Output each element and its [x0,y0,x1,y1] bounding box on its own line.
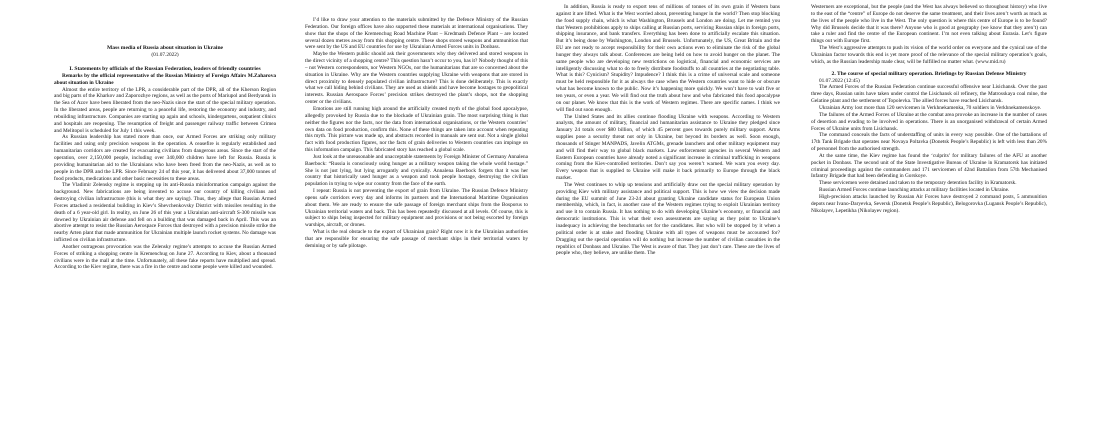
section-2-date: 01.07.2022 (12:45) [819,77,860,84]
paragraph: I repeat: Russia is not preventing the export of grain from Ukraine. The Russian Defence Ministry opens safe corridors every day and informs its partners and the International Maritime Organisation about them. We are ready to ensure the safe passage of foreign merchant ships from the Bosporus to Ukrainian territorial waters and back. This has been repeatedly discussed at all levels. Of course, this is subject to ships being inspected for military equipment and provisions or not being escorted by foreign warships, aircraft, or drones. [305,188,528,229]
paragraph: What is the real obstacle to the export of Ukrainian grain? Right now it is the Ukrainian authorities that are responsible for ensuring the safe passage of merchant ships in their territorial waters by demining or by safe pilotage. [305,229,528,249]
section-1-subheading: Remarks by the official representative of the Russian Ministry of Foreign Affairs M.Zaharova about situation in Ukraine [54,72,276,86]
paragraph: Ukrainian Army lost more than 120 servicemen in Verkhnekamenka, 70 soldiers in Verkhnekamenskoye. [819,104,1042,111]
document-date: (01.07.2022) [151,52,179,58]
paragraph: Russian Armed Forces continue launching attacks at military facilities located in Ukraine. [819,187,1010,194]
paragraph: The West’s aggressive attempts to push its vision of the world order on everyone and the cynical use of the Ukrainian factor towards this end is yet more proof of the relevance of the special military operation’s goals, which, as the Russian leadership made clear, will be fulfilled no matter what. (www.mid.ru) [811,45,1047,65]
paragraph: At the same time, the Kiev regime has found the ‘culprits’ for military failures of the AFU at another pocket in Donbass. The second unit of the State Investigative Bureau of Ukraine in Kramatorsk has initiated criminal proceedings against the commanders and 171 servicemen of 42nd Battalion from 57th Mechanised Infantry Brigade that had been defending in Gorskoye. [811,152,1047,180]
paragraph: I’d like to draw your attention to the materials submitted by the Defence Ministry of the Russian Federation. Our foreign offices have also supported these materials at international organisations. They show that the shops of the Kremenchug Road Machine Plant – Kredmash Defence Plant – are located several dozen metres away from this shopping centre. These shops stored weapons and ammunition that were sent by the US and EU countries for use by Ukrainian Armed Forces units in Donbass. [305,17,528,51]
paragraph: As Russian leadership has stated more than once, our Armed Forces are striking only military facilities and using only precision weapons in the operation. A ceasefire is regularly established and humanitarian corridors are created for evacuating civilians from dangerous areas. Since the start of the operation, over 2,150,000 people, including over 340,000 children have left for Russia. Russia is providing humanitarian aid to the Ukrainians who have been freed from the neo-Nazis, as well as to people in the DPR and the LPR. Since February 24 of this year, it has delivered about 37,000 tonnes of food products, medications and other basic necessities to these areas. [54,134,276,182]
paragraph: Another outrageous provocation was the Zelensky regime’s attempts to accuse the Russian Armed Forces of striking a shopping centre in Kremenchug on June 27. According to Kiev, about a thousand civilians were in the mall at the time. Unfortunately, all these fake reports have multiplied and spread. According to the Kiev regime, there was a fire in the centre and some people were killed and wounded. [54,243,276,271]
document-title: Mass media of Russia about situation in Ukraine [106,45,224,51]
paragraph: In addition, Russia is ready to export tens of millions of tonnes of its own grain if Western bans against it are lifted. What is the West worried about, preventing hunger in the world? Then stop blocking the food supply chain, which is what Washington, Brussels and London are doing. Let me remind you that Western prohibitions apply to ships calling at Russian ports, servicing Russian ships in foreign ports, shipping insurance, and bank transfers. Everything has been done to artificially escalate this situation. But it’s being done by Washington, London and Brussels. Unfortunately, the US, Great Britain and the EU are not ready to accept responsibility for their own actions even to eliminate the risk of the global hunger they always talk about. Conferences are being held on how to avoid hunger on the planet. The same people who are developing new restrictions on logistical, financial and economic services are intelligently discussing what to do to freely distribute foodstuffs to all countries at the negotiating table. What is this? Cynicism? Stupidity? Impudence? I think this is a crime of universal scale and someone must be held responsible for it as always the case when the Western countries want to hide or obscure what has become known to the public. Now it’s happening more quickly. We won’t have to wait five or ten years, or even a year. We will find out the truth about how and who fabricated this food apocalypse on our planet. We know that this is the work of Western regimes. There are specific names. I think we will find out soon enough. [556,4,780,113]
paragraph: The West continues to whip up tensions and artificially draw out the special military operation by providing Kiev with military assistance and political support. This is how we view the decision made during the EU summit of June 23-24 about granting Ukraine candidate status for European Union membership, which, in fact, is another case of the Western regimes trying to exploit Ukrainian territory and use it to contain Russia. It has nothing to do with developing Ukraine’s economy, or financial and democratic institutions. This is what their own assessments are saying as they point to Ukraine’s inadequacy in achieving the benchmarks set for the candidates. But who will be stopped by it when a political order is at stake and flooding Ukraine with all types of weapons must be accounted for? Dragging out the special operation will do nothing but increase the number of civilian casualties in the republics of Donbass and Ukraine. The West is aware of that. They just don’t care. These are the lives of people who, they believe, are unlike them. The [556,181,780,257]
paragraph: The failures of the Armed Forces of Ukraine at the combat area provoke an increase in the number of cases of desertion and evading to be involved in operations. There is an unorganised withdrawal of certain Armed Forces of Ukraine units from Lisichansk. [811,111,1047,132]
paragraph: The command conceals the facts of understaffing of units in every way possible. One of the battalions of 17th Tank Brigade that operates near Novaya Poltavka (Donetsk People’s Republic) is left with less than 20% of personnel from the authorised strength. [811,132,1047,153]
paragraph: Westerners are exceptional, but the people (and the West has always believed so throughout history) who live to the east of the “centre” of Europe do not deserve the same treatment, and their lives aren’t worth as much as the lives of the people who live in the West. The only question is where this centre of Europe is to be found? Why did Brussels decide that it was there? Anyone who is good at geography (we know that they aren’t) can take a ruler and find the centre of the European continent. I’m not even talking about Eurasia. Let’s figure things out with Europe first. [811,4,1047,45]
paragraph: Almost the entire territory of the LPR, a considerable part of the DPR, all of the Kherson Region and big parts of the Kharkov and Zaporozhye regions, as well as the ports of Mariupol and Berdyansk in the Sea of Azov have been liberated from the neo-Nazis since the start of the special military operation. In the liberated areas, people are returning to a peaceful life, restoring the economy and industry, and rebuilding infrastructure. Companies are starting up again and schools, kindergartens, outpatient clinics and hospitals are reopening. The resumption of freight and passenger railway traffic between Crimea and Melitopol is scheduled for July 1 this week. [54,86,276,134]
column-3 [556,4,780,257]
section-2-heading: 2. The course of special military operation. Briefings by Russian Defense Ministry [831,70,1027,77]
paragraph: Maybe the Western public should ask their governments why they delivered and stored weapons in the direct vicinity of a shopping centre? This question hasn’t occur to you, has it? Nobody thought of this – not Western correspondents, nor Western NGOs, nor the humanitarians that are so concerned about the situation in Ukraine. Why are the Western countries supplying Ukraine with weapons that are stored in direct proximity to densely populated civilian infrastructure? This is done deliberately. This is exactly what we call hiding behind civilians. They are used as shields and have become hostages to geopolitical interests. Russian Aerospace Forces’ precision strikes destroyed the plant’s shops, not the shopping center or the civilians. [305,51,528,106]
column-4 [811,4,1047,214]
paragraph: The Vladimir Zelensky regime is stepping up its anti-Russia misinformation campaign against the background. New fabrications are being invented to accuse our country of killing civilians and destroying civilian infrastructure (this is what they are saying). Thus, they allege that Russian Armed Forces attacked a residential building in Kiev’s Shevchenkovsky District with missiles resulting in the death of a 6 year-old girl. In reality, on June 26 of this year a Ukrainian anti-aircraft S-300 missile was downed by Ukrainian air defense and fell on a building that was damaged back in April. This was an abortive attempt to resist the Russian Aerospace Forces that destroyed with a precision missile strike the nearby Arten plant that made ammunition for Ukrainian multiple launch rocket systems. No damage was inflicted on civilian infrastructure. [54,182,276,244]
paragraph: The Armed Forces of the Russian Federation continue successful offensive near Lisichansk. Over the past three days, Russian units have taken under control the Lisichansk oil refinery, the Matrosskaya coal mine, the Gelatine plant and the settlement of Topolevka. The allied forces have reached Lisichansk. [811,84,1047,105]
column-2 [305,17,528,250]
column-1 [54,45,276,271]
paragraph: The United States and its allies continue flooding Ukraine with weapons. According to Western analysts, the amount of military, financial and humanitarian assistance to Ukraine they pledged since January 24 totals over $80 billion, of which 45 percent goes towards purely military support. Arms supplies pose a security threat not only in Ukraine, but beyond its borders as well. Soon enough, thousands of Stinger MANPADS, Javelin ATGMs, grenade launchers and other military equipment may and will find their way to global black markets. Law enforcement agencies in several Western and Eastern European countries have already noted a significant increase in criminal trafficking in weapons coming from the Kiev-controlled territories. Don’t say you weren’t warned. We warn you every day. Every weapon that is supplied to Ukraine will make it back primarily to Europe through the black market. [556,113,780,182]
paragraph: Just look at the unreasonable and unacceptable statements by Foreign Minister of Germany Annalena Baerbock: “Russia is consciously using hunger as a military weapon taking the whole world hostage.” She is not just lying, but lying arrogantly and cynically. Annalena Baerbock forgets that it was her country that historically used hunger as a weapon and took people hostage, destroying the civilian population in trying to wipe our country from the face of the earth. [305,153,528,188]
paragraph: These servicemen were detained and taken to the temporary detention facility in Kramatorsk. [819,180,1017,187]
section-1-heading: I. Statements by officials of the Russian Federation, leaders of friendly countries [69,65,261,72]
paragraph: Emotions are still running high around the artificially created myth of the global food apocalypse, allegedly provoked by Russia due to the blockade of Ukrainian grain. The most surprising thing is that neither the figures nor the facts, nor the data from international organisations, or the Western countries’ own data on food production, confirm this. None of these things are taken into account when repeating this myth. This picture was made up, and abstracts recorded in manuals are sent out. Not a single global fact with food production figures, nor the facts of grain deliveries to Western countries can impinge on this information campaign. This fabricated story has reached a global scale. [305,105,528,154]
paragraph: High-precision attacks launched by Russian Air Forces have destroyed 2 command posts, 5 ammunition depots near Ivano-Daryevka, Seversk (Donetsk People’s Republic), Belogorovka (Lugansk People’s Republic), Nikolayev, Lepetikha (Nikolayev region). [811,193,1047,214]
